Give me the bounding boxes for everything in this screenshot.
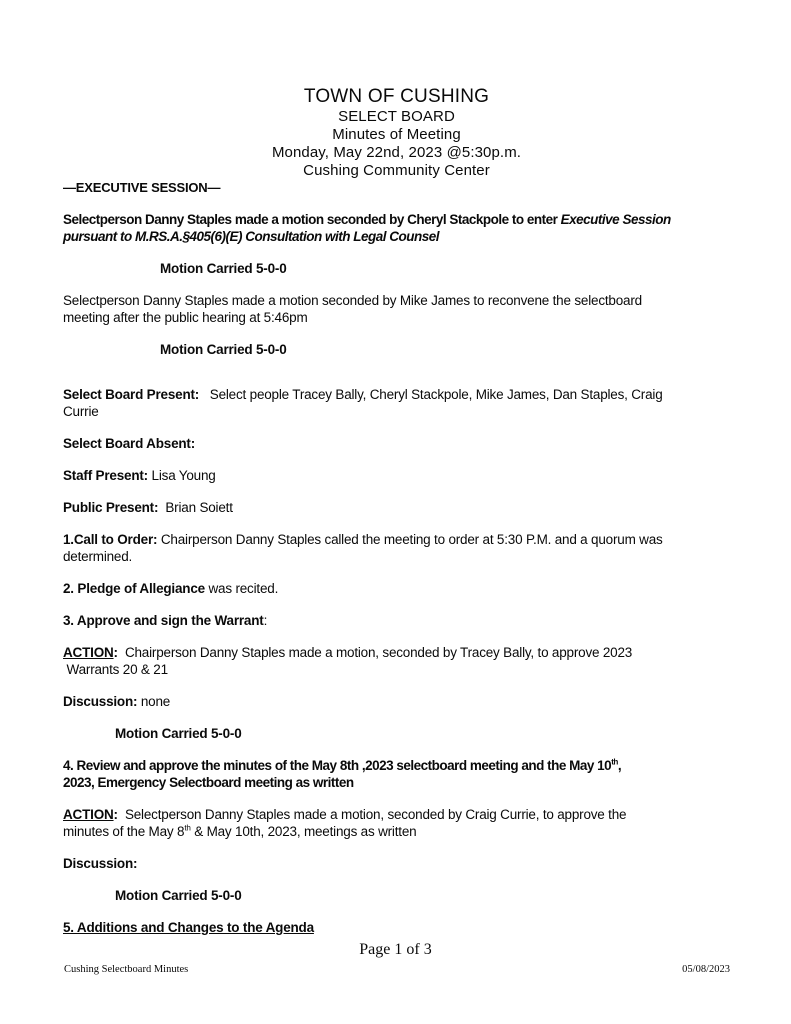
text-run: 3. Approve and sign the Warrant (63, 613, 264, 628)
text-run: Motion Carried 5-0-0 (115, 888, 242, 903)
motion-carried-2 (63, 341, 730, 358)
text-run: Motion Carried 5-0-0 (160, 261, 287, 276)
public-present (63, 499, 730, 516)
meeting-location (63, 162, 730, 180)
executive-session-motion (63, 211, 730, 245)
text-run: Brian Soiett (158, 500, 233, 515)
text-run: th (184, 823, 191, 833)
text-run: ACTION (63, 645, 114, 660)
text-run: none (140, 694, 171, 709)
doc-title (63, 86, 730, 108)
text-run: 2023, Emergency Selectboard meeting as written (63, 775, 354, 790)
reconvene-motion (63, 292, 730, 326)
text-run: Chairperson Danny Staples called the meeting to order at 5:30 P.M. and a quorum was (160, 532, 663, 547)
text-run: Discussion: (63, 694, 141, 709)
text-run: & May 10th, 2023, meetings as written (190, 824, 417, 839)
text-run: : (263, 613, 268, 628)
text-run: was recited. (208, 581, 279, 596)
text-run: ACTION (63, 807, 114, 822)
text-run: Select Board Absent: (63, 436, 196, 451)
text-run: Select people Tracey Bally, Cheryl Stackpole, Mike James, Dan Staples, Craig (199, 387, 663, 402)
item-5-heading (63, 919, 730, 936)
item-3-warrant-heading (63, 612, 730, 629)
text-run: Lisa Young (151, 468, 216, 483)
text-run: 1.Call to Order: (63, 532, 161, 547)
doc-subtitle-minutes (63, 126, 730, 144)
text-run: th (611, 757, 618, 767)
text-run: Monday, May 22nd, 2023 @5:30p.m. (271, 144, 522, 161)
footer-date: 05/08/2023 (682, 964, 730, 975)
text-run: TOWN OF CUSHING (303, 86, 490, 107)
text-run: Minutes of Meeting (332, 126, 461, 143)
text-run: SELECT BOARD (338, 108, 455, 125)
text-run: : (113, 645, 118, 660)
page-footer (64, 964, 730, 975)
text-run: meeting after the public hearing at 5:46pm (63, 310, 308, 325)
document-body (63, 86, 730, 936)
text-run: Cushing Community Center (303, 162, 490, 179)
select-board-absent (63, 435, 730, 452)
text-run: Currie (63, 404, 99, 419)
text-run: Selectperson Danny Staples made a motion, seconded by Craig Currie, to approve the (117, 807, 627, 822)
text-run: Executive Session (560, 212, 671, 227)
item-4-discussion (63, 855, 730, 872)
text-run: Discussion: (63, 856, 138, 871)
doc-subtitle-board (63, 108, 730, 126)
footer-document-title: Cushing Selectboard Minutes (64, 964, 189, 975)
motion-carried-4 (63, 887, 730, 904)
staff-present (63, 467, 730, 484)
text-run: Selectperson Danny Staples made a motion seconded by Cheryl Stackpole to enter (63, 212, 561, 227)
text-run: minutes of the May 8 (63, 824, 185, 839)
item-1-call-to-order (63, 531, 730, 565)
text-run: Motion Carried 5-0-0 (160, 342, 287, 357)
text-run: 5. Additions and Changes to the Agenda (63, 920, 314, 935)
text-run: Select Board Present: (63, 387, 200, 402)
item-3-discussion (63, 693, 730, 710)
text-run: Warrants 20 & 21 (63, 662, 168, 677)
text-run: —EXECUTIVE SESSION— (63, 180, 221, 195)
item-3-action (63, 644, 730, 678)
page-number: Page 1 of 3 (359, 941, 432, 958)
text-run: Staff Present: (63, 468, 152, 483)
executive-session-heading (63, 180, 730, 196)
text-run: 2. Pledge of Allegiance (63, 581, 209, 596)
select-board-present (63, 386, 730, 420)
item-2-pledge (63, 580, 730, 597)
text-run: , (617, 758, 622, 773)
motion-carried-1 (63, 260, 730, 277)
text-run: Chairperson Danny Staples made a motion, seconded by Tracey Bally, to approve 2023 (117, 645, 633, 660)
motion-carried-3 (63, 725, 730, 742)
text-run: Motion Carried 5-0-0 (115, 726, 242, 741)
text-run: Public Present: (63, 500, 159, 515)
text-run: pursuant to M.RS.A.§405(6)(E) Consultation with Legal Counsel (63, 229, 440, 244)
item-4-action (63, 806, 730, 840)
text-run: : (113, 807, 118, 822)
item-4-heading (63, 757, 730, 791)
text-run: Selectperson Danny Staples made a motion seconded by Mike James to reconvene the selectboard (63, 293, 642, 308)
text-run: determined. (63, 549, 133, 564)
text-run: 4. Review and approve the minutes of the May 8th ,2023 selectboard meeting and the May 10 (63, 758, 612, 773)
meeting-datetime (63, 144, 730, 162)
